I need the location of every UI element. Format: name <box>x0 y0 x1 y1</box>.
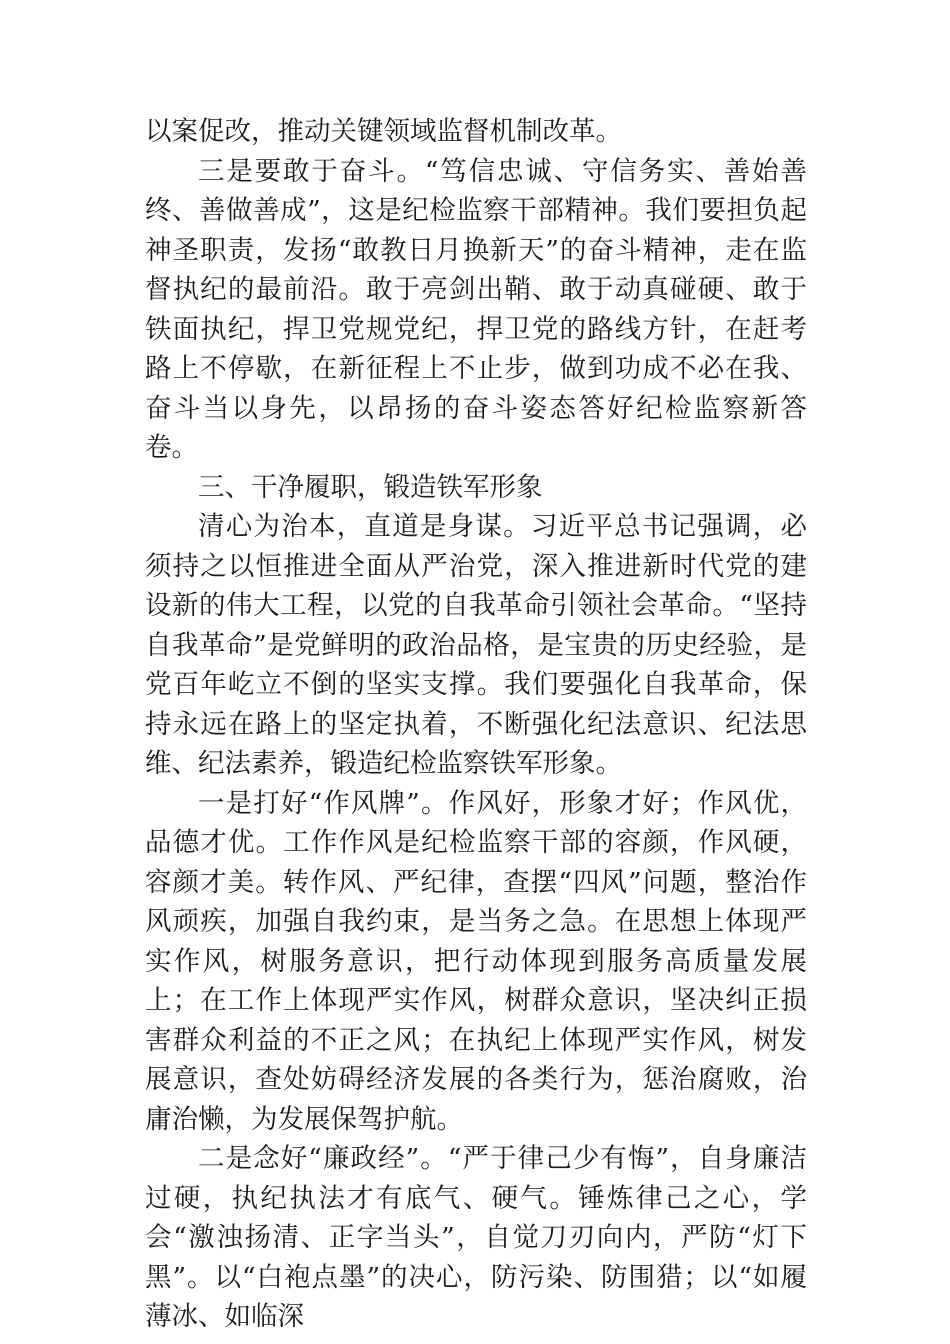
paragraph-work-style: 一是打好“作风牌”。作风好，形象才好；作风优，品德才优。工作作风是纪检监察干部的容颜，作风硬，容颜才美。转作风、严纪律，查摆“四风”问题，整治作风顽疾，加强自我约束，是当务之急。在思想上体现严实作风，树服务意识，把行动体现到服务高质量发展上；在工作上体现严实作风，树群众意识，坚决纠正损害群众利益的不正之风；在执纪上体现严实作风，树发展意识，查处妨碍经济发展的各类行为，惩治腐败，治庸治懒，为发展保驾护航。 <box>145 787 807 1135</box>
paragraph-dare-to-strive: 三是要敢于奋斗。“笃信忠诚、守信务实、善始善终、善做善成”，这是纪检监察干部精神。我们要担负起神圣职责，发扬“敢教日月换新天”的奋斗精神，走在监督执纪的最前沿。敢于亮剑出鞘、敢于动真碰硬、敢于铁面执纪，捍卫党规党纪，捍卫党的路线方针，在赶考路上不停歇，在新征程上不止步，做到功成不必在我、奋斗当以身先，以昂扬的奋斗姿态答好纪检监察新答卷。 <box>145 155 807 463</box>
paragraph-continuation: 以案促改，推动关键领域监督机制改革。 <box>145 116 622 147</box>
paragraph-self-revolution: 清心为治本，直道是身谋。习近平总书记强调，必须持之以恒推进全面从严治党，深入推进新时代党的建设新的伟大工程，以党的自我革命引领社会革命。“坚持自我革命”是党鲜明的政治品格，是宝贵的历史经验，是党百年屹立不倒的坚实支撑。我们要强化自我革命，保持永远在路上的坚定执着，不断强化纪法意识、纪法思维、纪法素养，锻造纪检监察铁军形象。 <box>145 511 807 779</box>
section-heading-clean-duty: 三、干净履职，锻造铁军形象 <box>198 471 543 503</box>
paragraph-integrity: 二是念好“廉政经”。“严于律己少有悔”，自身廉洁过硬，执纪执法才有底气、硬气。锤炼律己之心，学会“激浊扬清、正字当头”，自觉刀刃向内，严防“灯下黑”。以“白袍点墨”的决心，防污染、防围猎；以“如履薄冰、如临深 <box>145 1143 807 1332</box>
document-page <box>145 112 807 1337</box>
